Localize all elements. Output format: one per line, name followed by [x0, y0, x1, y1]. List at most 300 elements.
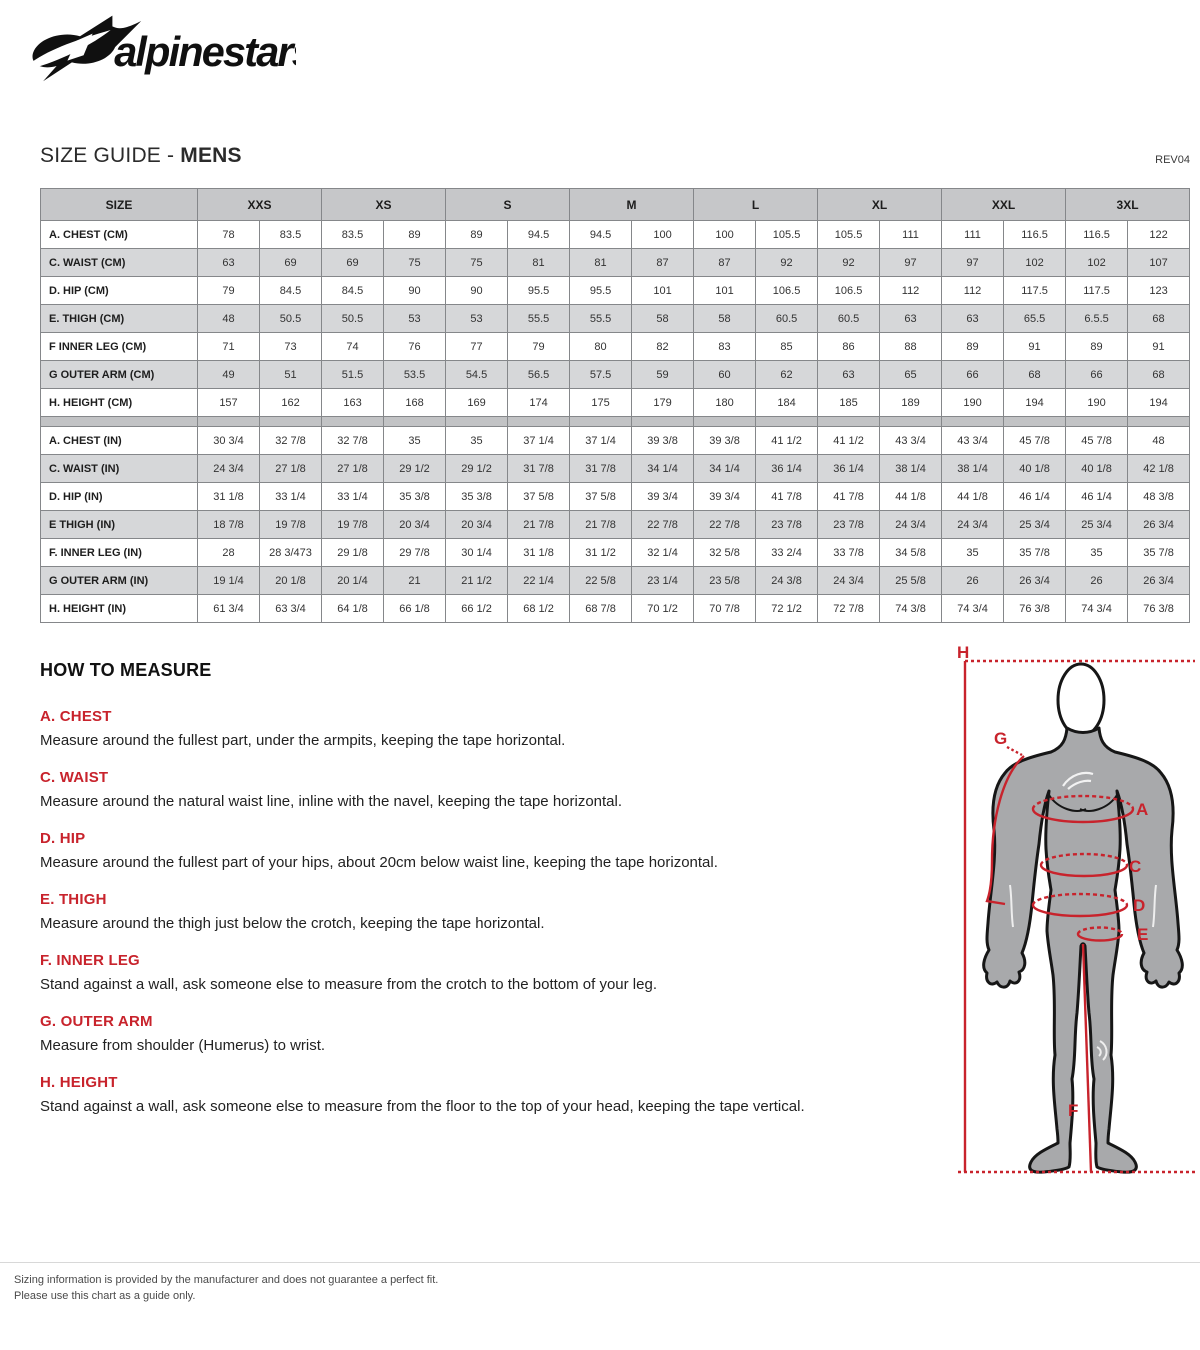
size-value-cell: 40 1/8: [1066, 455, 1128, 483]
size-value-cell: 41 1/2: [756, 427, 818, 455]
size-value-cell: 48: [1128, 427, 1190, 455]
page-title: [40, 144, 242, 168]
size-value-cell: 91: [1004, 333, 1066, 361]
size-value-cell: 59: [632, 361, 694, 389]
size-value-cell: 29 7/8: [384, 539, 446, 567]
row-label: D. HIP (IN): [41, 483, 198, 511]
size-header-xl: XL: [818, 189, 942, 221]
size-value-cell: 35 7/8: [1128, 539, 1190, 567]
measure-item-text: Measure from shoulder (Humerus) to wrist.: [40, 1037, 326, 1054]
size-value-cell: 54.5: [446, 361, 508, 389]
size-value-cell: 162: [260, 389, 322, 417]
size-value-cell: 83.5: [322, 221, 384, 249]
size-row: [41, 389, 1190, 417]
size-value-cell: 100: [694, 221, 756, 249]
size-value-cell: 70 7/8: [694, 595, 756, 623]
title-bar: [40, 144, 1190, 168]
size-value-cell: 30 1/4: [446, 539, 508, 567]
size-value-cell: 76 3/8: [1004, 595, 1066, 623]
separator-cell: [756, 417, 818, 427]
size-value-cell: 94.5: [508, 221, 570, 249]
size-value-cell: 35: [384, 427, 446, 455]
measure-item-text: Stand against a wall, ask someone else to measure from the crotch to the bottom of your leg.: [40, 976, 657, 993]
size-value-cell: 95.5: [508, 277, 570, 305]
size-value-cell: 117.5: [1004, 277, 1066, 305]
size-value-cell: 53: [446, 305, 508, 333]
size-value-cell: 32 5/8: [694, 539, 756, 567]
size-value-cell: 24 3/8: [756, 567, 818, 595]
size-value-cell: 38 1/4: [942, 455, 1004, 483]
size-value-cell: 194: [1128, 389, 1190, 417]
size-value-cell: 27 1/8: [322, 455, 384, 483]
size-value-cell: 21 1/2: [446, 567, 508, 595]
size-value-cell: 65: [880, 361, 942, 389]
size-value-cell: 80: [570, 333, 632, 361]
separator-cell: [880, 417, 942, 427]
size-value-cell: 68 1/2: [508, 595, 570, 623]
size-value-cell: 89: [384, 221, 446, 249]
size-value-cell: 32 7/8: [260, 427, 322, 455]
measure-item: [40, 769, 920, 811]
size-value-cell: 24 3/4: [198, 455, 260, 483]
size-value-cell: 39 3/8: [694, 427, 756, 455]
size-value-cell: 58: [632, 305, 694, 333]
size-value-cell: 48: [198, 305, 260, 333]
label-thigh: E: [1137, 925, 1149, 944]
size-value-cell: 6.5.5: [1066, 305, 1128, 333]
measure-item-heading: H. HEIGHT: [40, 1074, 118, 1091]
size-value-cell: 94.5: [570, 221, 632, 249]
label-hip: D: [1133, 896, 1146, 915]
size-value-cell: 39 3/8: [632, 427, 694, 455]
size-value-cell: 111: [942, 221, 1004, 249]
size-value-cell: 122: [1128, 221, 1190, 249]
size-value-cell: 44 1/8: [942, 483, 1004, 511]
size-value-cell: 33 2/4: [756, 539, 818, 567]
size-value-cell: 68: [1128, 361, 1190, 389]
measure-item-heading: C. WAIST: [40, 769, 109, 786]
size-value-cell: 36 1/4: [818, 455, 880, 483]
separator-cell: [322, 417, 384, 427]
size-value-cell: 51: [260, 361, 322, 389]
size-value-cell: 23 5/8: [694, 567, 756, 595]
size-value-cell: 21 7/8: [570, 511, 632, 539]
size-value-cell: 26: [1066, 567, 1128, 595]
measure-item-text: Stand against a wall, ask someone else to measure from the floor to the top of your head, keeping the tape vertical.: [40, 1098, 805, 1115]
size-value-cell: 24 3/4: [818, 567, 880, 595]
size-value-cell: 123: [1128, 277, 1190, 305]
size-value-cell: 55.5: [570, 305, 632, 333]
size-row: [41, 455, 1190, 483]
separator-cell: [1128, 417, 1190, 427]
size-value-cell: 35: [1066, 539, 1128, 567]
size-value-cell: 63: [818, 361, 880, 389]
size-value-cell: 68 7/8: [570, 595, 632, 623]
separator-cell: [198, 417, 260, 427]
size-value-cell: 26: [942, 567, 1004, 595]
size-value-cell: 33 1/4: [322, 483, 384, 511]
size-value-cell: 53.5: [384, 361, 446, 389]
size-value-cell: 157: [198, 389, 260, 417]
size-value-cell: 68: [1128, 305, 1190, 333]
measure-item-text: Measure around the fullest part, under the armpits, keeping the tape horizontal.: [40, 732, 566, 749]
size-value-cell: 40 1/8: [1004, 455, 1066, 483]
size-value-cell: 74 3/8: [880, 595, 942, 623]
size-value-cell: 66 1/8: [384, 595, 446, 623]
size-value-cell: 76: [384, 333, 446, 361]
size-value-cell: 26 3/4: [1128, 567, 1190, 595]
size-value-cell: 90: [384, 277, 446, 305]
alpinestars-logo-icon: [26, 12, 296, 84]
size-value-cell: 190: [942, 389, 1004, 417]
row-label: E THIGH (IN): [41, 511, 198, 539]
size-value-cell: 74: [322, 333, 384, 361]
size-value-cell: 37 1/4: [508, 427, 570, 455]
size-value-cell: 105.5: [756, 221, 818, 249]
label-inner-leg: F: [1068, 1101, 1079, 1120]
size-value-cell: 35 3/8: [384, 483, 446, 511]
measure-item: [40, 952, 920, 994]
size-value-cell: 83.5: [260, 221, 322, 249]
size-value-cell: 112: [880, 277, 942, 305]
size-row: [41, 427, 1190, 455]
size-value-cell: 29 1/2: [446, 455, 508, 483]
size-value-cell: 32 7/8: [322, 427, 384, 455]
row-label: D. HIP (CM): [41, 277, 198, 305]
size-value-cell: 101: [632, 277, 694, 305]
row-label: A. CHEST (CM): [41, 221, 198, 249]
size-header-row: [41, 189, 1190, 221]
row-label: G OUTER ARM (IN): [41, 567, 198, 595]
size-value-cell: 81: [570, 249, 632, 277]
measure-item: [40, 708, 920, 750]
page-title-prefix: SIZE GUIDE -: [40, 144, 181, 167]
row-label: F. INNER LEG (IN): [41, 539, 198, 567]
size-value-cell: 179: [632, 389, 694, 417]
size-row: [41, 277, 1190, 305]
size-value-cell: 51.5: [322, 361, 384, 389]
label-waist: C: [1129, 857, 1142, 876]
size-row: [41, 249, 1190, 277]
size-value-cell: 63: [942, 305, 1004, 333]
size-value-cell: 19 7/8: [260, 511, 322, 539]
size-value-cell: 56.5: [508, 361, 570, 389]
size-value-cell: 101: [694, 277, 756, 305]
size-row: [41, 333, 1190, 361]
size-value-cell: 84.5: [260, 277, 322, 305]
size-row: [41, 361, 1190, 389]
size-value-cell: 74 3/4: [1066, 595, 1128, 623]
size-value-cell: 22 5/8: [570, 567, 632, 595]
size-value-cell: 97: [942, 249, 1004, 277]
measure-item-heading: F. INNER LEG: [40, 952, 140, 969]
size-value-cell: 39 3/4: [694, 483, 756, 511]
size-value-cell: 76 3/8: [1128, 595, 1190, 623]
size-value-cell: 75: [446, 249, 508, 277]
size-value-cell: 62: [756, 361, 818, 389]
size-value-cell: 97: [880, 249, 942, 277]
size-value-cell: 90: [446, 277, 508, 305]
separator-cell: [384, 417, 446, 427]
measure-item-text: Measure around the natural waist line, inline with the navel, keeping the tape horizontal.: [40, 793, 623, 810]
size-value-cell: 60.5: [818, 305, 880, 333]
size-value-cell: 82: [632, 333, 694, 361]
separator-cell: [570, 417, 632, 427]
size-value-cell: 78: [198, 221, 260, 249]
size-value-cell: 87: [694, 249, 756, 277]
size-value-cell: 25 5/8: [880, 567, 942, 595]
outer-arm-dotted-link: [1007, 747, 1022, 755]
label-chest: A: [1136, 800, 1149, 819]
size-value-cell: 168: [384, 389, 446, 417]
size-value-cell: 60.5: [756, 305, 818, 333]
size-row: [41, 305, 1190, 333]
size-value-cell: 41 1/2: [818, 427, 880, 455]
size-value-cell: 117.5: [1066, 277, 1128, 305]
size-value-cell: 38 1/4: [880, 455, 942, 483]
size-value-cell: 60: [694, 361, 756, 389]
size-value-cell: 35 7/8: [1004, 539, 1066, 567]
body-figure-icon: [950, 643, 1200, 1243]
measure-item-text: Measure around the fullest part of your hips, about 20cm below waist line, keeping the tape horizontal.: [40, 854, 718, 871]
size-value-cell: 35: [446, 427, 508, 455]
size-table-wrap: [40, 188, 1190, 623]
size-value-cell: 58: [694, 305, 756, 333]
size-value-cell: 31 1/8: [508, 539, 570, 567]
size-header-xs: XS: [322, 189, 446, 221]
separator-cell: [446, 417, 508, 427]
size-value-cell: 31 7/8: [508, 455, 570, 483]
size-value-cell: 63: [198, 249, 260, 277]
size-header-s: S: [446, 189, 570, 221]
size-value-cell: 79: [198, 277, 260, 305]
size-header-m: M: [570, 189, 694, 221]
size-value-cell: 46 1/4: [1066, 483, 1128, 511]
size-value-cell: 31 1/2: [570, 539, 632, 567]
size-value-cell: 92: [756, 249, 818, 277]
size-value-cell: 20 1/8: [260, 567, 322, 595]
size-value-cell: 73: [260, 333, 322, 361]
size-value-cell: 25 3/4: [1066, 511, 1128, 539]
measure-item-heading: A. CHEST: [40, 708, 112, 725]
measure-item-text: Measure around the thigh just below the crotch, keeping the tape horizontal.: [40, 915, 545, 932]
size-value-cell: 116.5: [1004, 221, 1066, 249]
size-value-cell: 111: [880, 221, 942, 249]
size-value-cell: 27 1/8: [260, 455, 322, 483]
size-value-cell: 28 3/473: [260, 539, 322, 567]
separator-cell: [1004, 417, 1066, 427]
size-value-cell: 75: [384, 249, 446, 277]
size-value-cell: 20 3/4: [384, 511, 446, 539]
size-value-cell: 106.5: [756, 277, 818, 305]
measure-item-heading: D. HIP: [40, 830, 86, 847]
size-table: [40, 188, 1190, 623]
size-value-cell: 169: [446, 389, 508, 417]
row-label: E. THIGH (CM): [41, 305, 198, 333]
size-value-cell: 86: [818, 333, 880, 361]
size-value-cell: 20 1/4: [322, 567, 384, 595]
size-value-cell: 35: [942, 539, 1004, 567]
size-value-cell: 28: [198, 539, 260, 567]
measure-item: [40, 1074, 920, 1116]
size-value-cell: 100: [632, 221, 694, 249]
revision-label: REV04: [1155, 154, 1190, 166]
size-value-cell: 44 1/8: [880, 483, 942, 511]
size-value-cell: 63 3/4: [260, 595, 322, 623]
size-value-cell: 24 3/4: [942, 511, 1004, 539]
size-value-cell: 50.5: [322, 305, 384, 333]
size-value-cell: 24 3/4: [880, 511, 942, 539]
size-value-cell: 77: [446, 333, 508, 361]
size-value-cell: 74 3/4: [942, 595, 1004, 623]
size-value-cell: 22 1/4: [508, 567, 570, 595]
size-value-cell: 189: [880, 389, 942, 417]
size-value-cell: 31 1/8: [198, 483, 260, 511]
size-value-cell: 34 1/4: [694, 455, 756, 483]
size-value-cell: 25 3/4: [1004, 511, 1066, 539]
size-value-cell: 87: [632, 249, 694, 277]
size-value-cell: 63: [880, 305, 942, 333]
size-value-cell: 21: [384, 567, 446, 595]
size-row: [41, 483, 1190, 511]
size-row: [41, 539, 1190, 567]
size-value-cell: 175: [570, 389, 632, 417]
size-value-cell: 34 1/4: [632, 455, 694, 483]
size-value-cell: 46 1/4: [1004, 483, 1066, 511]
size-value-cell: 45 7/8: [1066, 427, 1128, 455]
size-value-cell: 185: [818, 389, 880, 417]
separator-cell: [942, 417, 1004, 427]
size-value-cell: 23 7/8: [818, 511, 880, 539]
size-value-cell: 33 1/4: [260, 483, 322, 511]
size-value-cell: 89: [1066, 333, 1128, 361]
size-value-cell: 116.5: [1066, 221, 1128, 249]
size-value-cell: 22 7/8: [694, 511, 756, 539]
measure-item: [40, 891, 920, 933]
size-value-cell: 190: [1066, 389, 1128, 417]
size-value-cell: 194: [1004, 389, 1066, 417]
how-to-measure-section: [40, 660, 920, 1135]
size-value-cell: 107: [1128, 249, 1190, 277]
size-value-cell: 39 3/4: [632, 483, 694, 511]
size-value-cell: 65.5: [1004, 305, 1066, 333]
size-value-cell: 102: [1004, 249, 1066, 277]
separator-cell: [1066, 417, 1128, 427]
figure-head: [1058, 664, 1104, 736]
row-label: H. HEIGHT (IN): [41, 595, 198, 623]
size-header-l: L: [694, 189, 818, 221]
size-header-xxs: XXS: [198, 189, 322, 221]
separator-cell: [632, 417, 694, 427]
size-value-cell: 91: [1128, 333, 1190, 361]
size-value-cell: 21 7/8: [508, 511, 570, 539]
size-value-cell: 55.5: [508, 305, 570, 333]
size-value-cell: 29 1/2: [384, 455, 446, 483]
size-value-cell: 26 3/4: [1004, 567, 1066, 595]
size-value-cell: 64 1/8: [322, 595, 384, 623]
size-value-cell: 66: [1066, 361, 1128, 389]
separator-cell: [41, 417, 198, 427]
size-value-cell: 43 3/4: [880, 427, 942, 455]
size-value-cell: 53: [384, 305, 446, 333]
size-value-cell: 42 1/8: [1128, 455, 1190, 483]
size-value-cell: 72 7/8: [818, 595, 880, 623]
size-value-cell: 22 7/8: [632, 511, 694, 539]
size-value-cell: 37 5/8: [508, 483, 570, 511]
size-value-cell: 31 7/8: [570, 455, 632, 483]
size-value-cell: 35 3/8: [446, 483, 508, 511]
footer: [0, 1262, 1200, 1304]
size-value-cell: 37 5/8: [570, 483, 632, 511]
size-value-cell: 50.5: [260, 305, 322, 333]
size-value-cell: 26 3/4: [1128, 511, 1190, 539]
size-row: [41, 567, 1190, 595]
size-value-cell: 61 3/4: [198, 595, 260, 623]
size-value-cell: 29 1/8: [322, 539, 384, 567]
size-value-cell: 88: [880, 333, 942, 361]
size-value-cell: 57.5: [570, 361, 632, 389]
size-header-3xl: 3XL: [1066, 189, 1190, 221]
size-value-cell: 69: [322, 249, 384, 277]
size-value-cell: 32 1/4: [632, 539, 694, 567]
size-value-cell: 92: [818, 249, 880, 277]
size-value-cell: 68: [1004, 361, 1066, 389]
size-value-cell: 19 1/4: [198, 567, 260, 595]
size-value-cell: 180: [694, 389, 756, 417]
size-value-cell: 45 7/8: [1004, 427, 1066, 455]
measure-item: [40, 1013, 920, 1055]
size-value-cell: 20 3/4: [446, 511, 508, 539]
size-value-cell: 102: [1066, 249, 1128, 277]
size-value-cell: 23 1/4: [632, 567, 694, 595]
label-height: H: [957, 643, 970, 662]
size-value-cell: 174: [508, 389, 570, 417]
logo-wordmark: alpinestars: [114, 29, 296, 75]
size-value-cell: 41 7/8: [818, 483, 880, 511]
size-value-cell: 33 7/8: [818, 539, 880, 567]
size-value-cell: 34 5/8: [880, 539, 942, 567]
size-value-cell: 95.5: [570, 277, 632, 305]
size-value-cell: 48 3/8: [1128, 483, 1190, 511]
label-outer-arm: G: [994, 729, 1008, 748]
footer-disclaimer-line1: Sizing information is provided by the manufacturer and does not guarantee a perfect fit.: [14, 1274, 439, 1286]
measure-item-heading: E. THIGH: [40, 891, 107, 908]
body-measurement-diagram: [950, 643, 1200, 1243]
size-value-cell: 79: [508, 333, 570, 361]
size-value-cell: 184: [756, 389, 818, 417]
size-value-cell: 19 7/8: [322, 511, 384, 539]
row-label: G OUTER ARM (CM): [41, 361, 198, 389]
size-row: [41, 511, 1190, 539]
separator-cell: [818, 417, 880, 427]
size-value-cell: 41 7/8: [756, 483, 818, 511]
size-value-cell: 72 1/2: [756, 595, 818, 623]
size-value-cell: 69: [260, 249, 322, 277]
size-value-cell: 37 1/4: [570, 427, 632, 455]
separator-cell: [694, 417, 756, 427]
measure-items: [40, 708, 920, 1116]
size-value-cell: 112: [942, 277, 1004, 305]
size-value-cell: 70 1/2: [632, 595, 694, 623]
size-value-cell: 83: [694, 333, 756, 361]
separator-cell: [508, 417, 570, 427]
separator-cell: [260, 417, 322, 427]
size-value-cell: 66: [942, 361, 1004, 389]
row-label: A. CHEST (IN): [41, 427, 198, 455]
size-value-cell: 43 3/4: [942, 427, 1004, 455]
size-row: [41, 595, 1190, 623]
size-value-cell: 89: [446, 221, 508, 249]
